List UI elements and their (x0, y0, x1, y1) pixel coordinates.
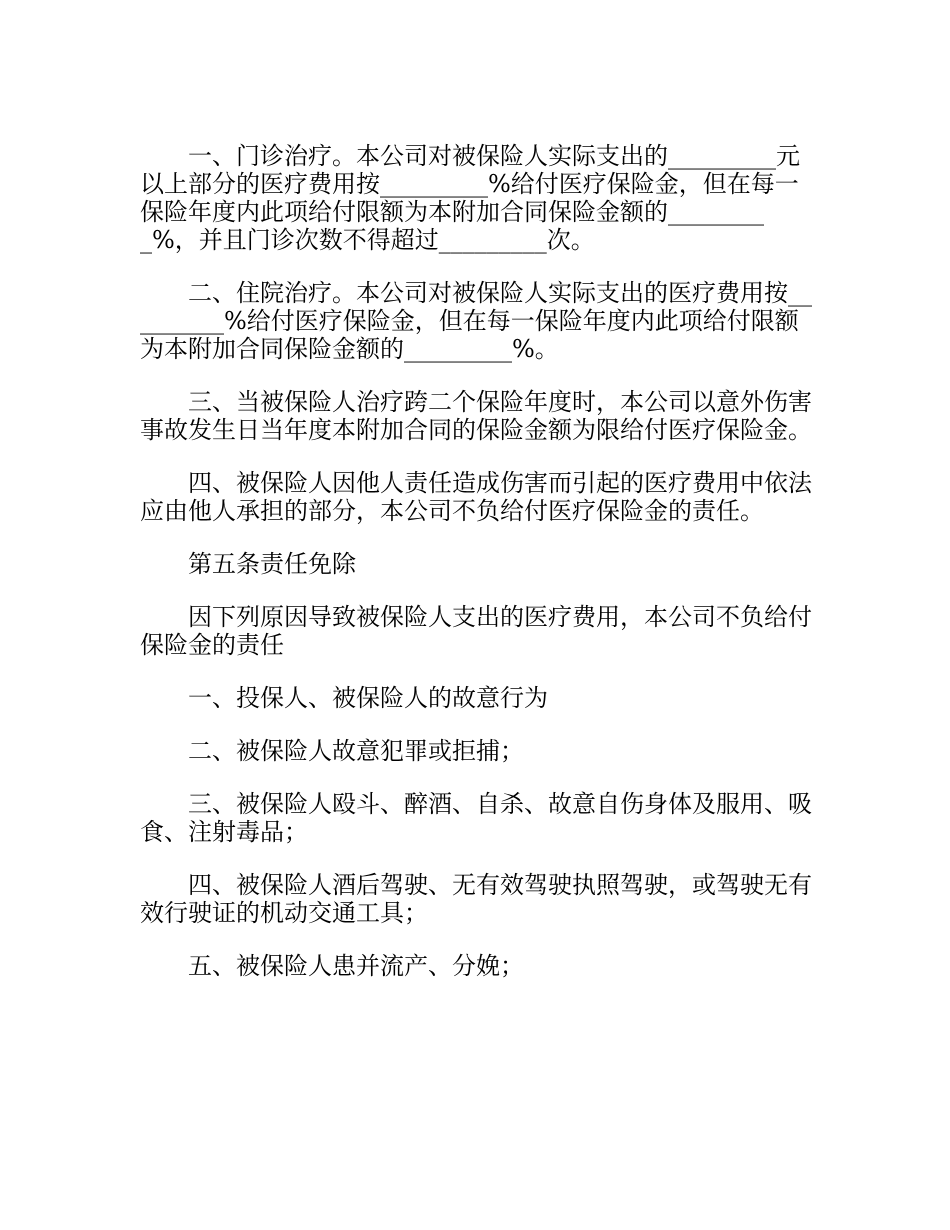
article-five-heading: 第五条责任免除 (188, 550, 356, 578)
exclusion-item-2: 二、被保险人故意犯罪或拒捕； (188, 737, 524, 765)
document-body (140, 142, 812, 1005)
clause-third-party-liability: 四、被保险人因他人责任造成伤害而引起的医疗费用中依法应由他人承担的部分，本公司不负给付医疗保险金的责任。 (140, 469, 812, 525)
clause-outpatient-treatment: 一、门诊治疗。本公司对被保险人实际支出的_________元以上部分的医疗费用按_________%给付医疗保险金，但在每一保险年度内此项给付限额为本附加合同保险金额的_________%，并且门诊次数不得超过_________次。 (140, 142, 800, 254)
clause-inpatient-treatment: 二、住院治疗。本公司对被保险人实际支出的医疗费用按_________%给付医疗保险金，但在每一保险年度内此项给付限额为本附加合同保险金额的_________%。 (140, 279, 812, 363)
clause-cross-year-treatment: 三、当被保险人治疗跨二个保险年度时，本公司以意外伤害事故发生日当年度本附加合同的保险金额为限给付医疗保险金。 (140, 388, 812, 444)
exclusion-item-4: 四、被保险人酒后驾驶、无有效驾驶执照驾驶，或驾驶无有效行驶证的机动交通工具； (140, 871, 812, 927)
exclusion-item-1: 一、投保人、被保险人的故意行为 (188, 684, 548, 712)
exclusion-item-3: 三、被保险人殴斗、醉酒、自杀、故意自伤身体及服用、吸食、注射毒品； (140, 790, 812, 846)
exclusion-item-5: 五、被保险人患并流产、分娩； (188, 952, 524, 980)
exclusion-intro: 因下列原因导致被保险人支出的医疗费用，本公司不负给付保险金的责任 (140, 603, 812, 659)
